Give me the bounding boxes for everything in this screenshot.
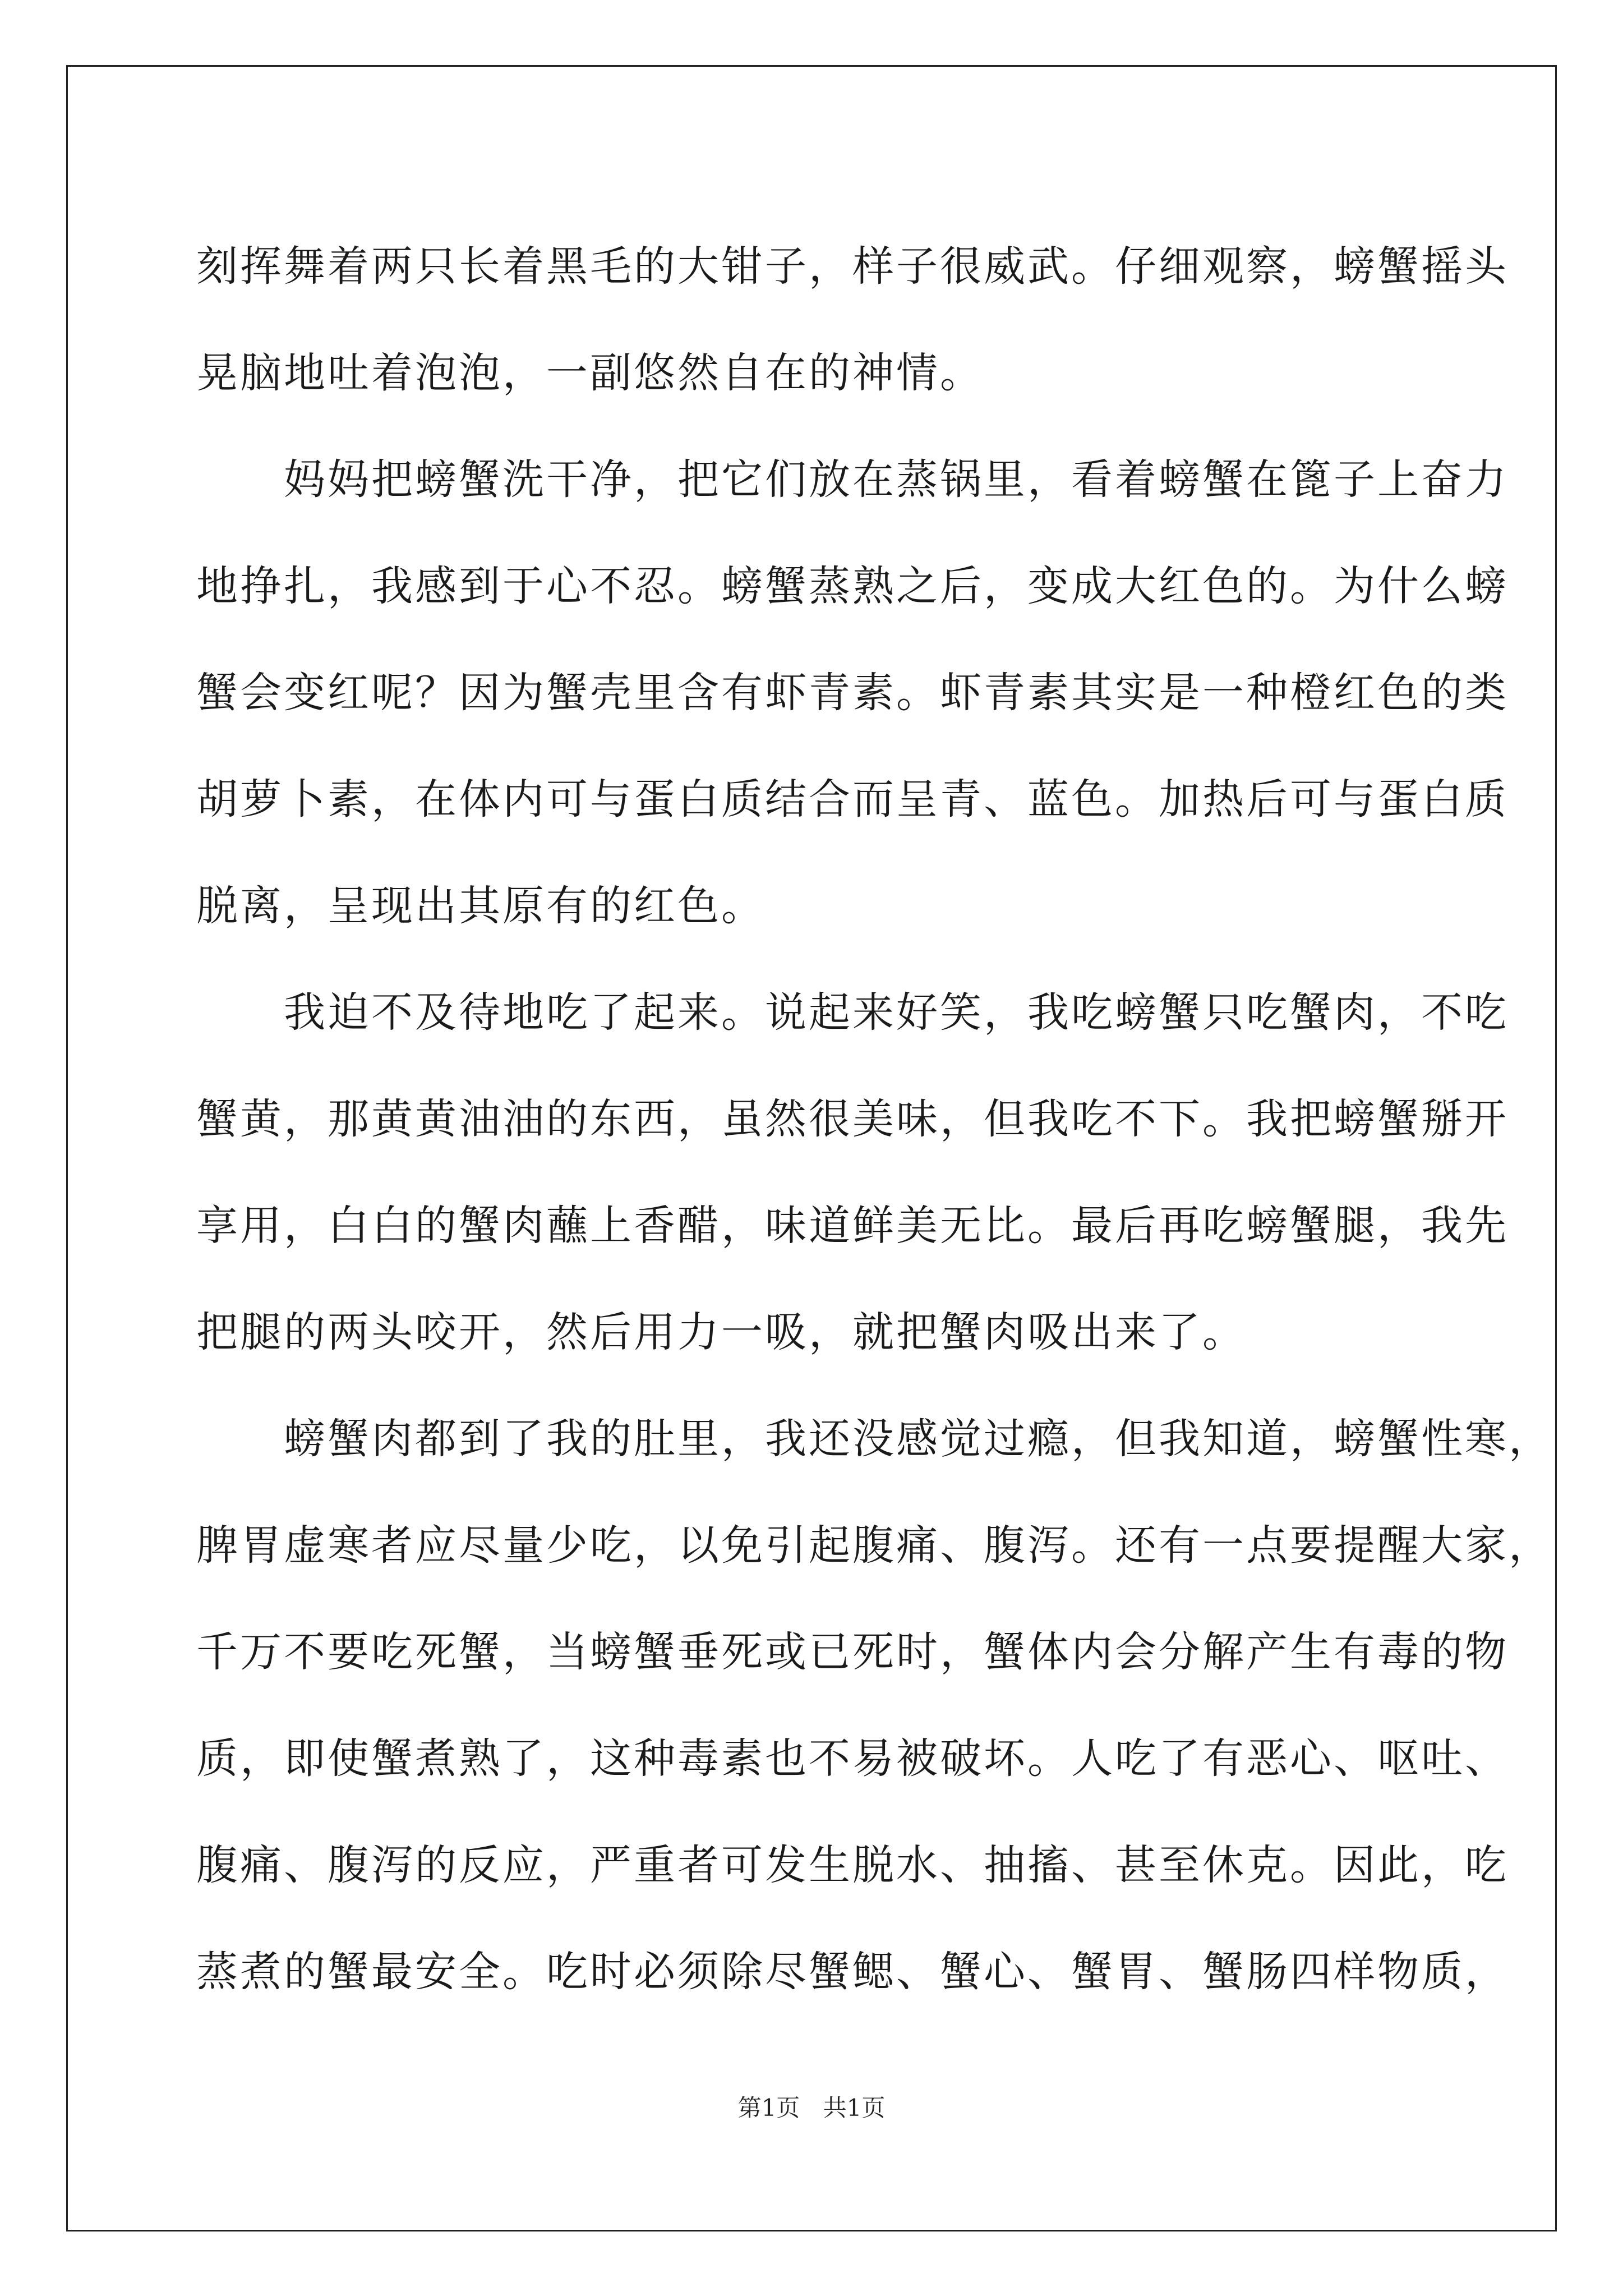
text-line: 把腿的两头咬开，然后用力一吸，就把蟹肉吸出来了。 <box>196 1308 1246 1356</box>
text-line: 蟹黄，那黄黄油油的东西，虽然很美味，但我吃不下。我把螃蟹掰开 <box>196 1095 1509 1143</box>
text-line: 腹痛、腹泻的反应，严重者可发生脱水、抽搐、甚至休克。因此，吃 <box>196 1841 1509 1889</box>
page-footer <box>0 2090 1623 2123</box>
text-line: 脾胃虚寒者应尽量少吃，以免引起腹痛、腹泻。还有一点要提醒大家， <box>196 1521 1552 1570</box>
text-line: 享用，白白的蟹肉蘸上香醋，味道鲜美无比。最后再吃螃蟹腿，我先 <box>196 1202 1509 1250</box>
text-line: 蒸煮的蟹最安全。吃时必须除尽蟹鳃、蟹心、蟹胃、蟹肠四样物质， <box>196 1948 1509 1996</box>
text-line: 地挣扎，我感到于心不忍。螃蟹蒸熟之后，变成大红色的。为什么螃 <box>196 562 1509 610</box>
text-line: 脱离，呈现出其原有的红色。 <box>196 882 765 930</box>
text-line: 晃脑地吐着泡泡，一副悠然自在的神情。 <box>196 349 984 397</box>
text-line: 我迫不及待地吃了起来。说起来好笑，我吃螃蟹只吃蟹肉，不吃 <box>196 988 1509 1037</box>
text-line: 胡萝卜素，在体内可与蛋白质结合而呈青、蓝色。加热后可与蛋白质 <box>196 775 1509 823</box>
document-body <box>196 213 1552 2025</box>
text-line: 千万不要吃死蟹，当螃蟹垂死或已死时，蟹体内会分解产生有毒的物 <box>196 1628 1509 1676</box>
page-total: 共1页 <box>823 2094 886 2122</box>
text-line: 螃蟹肉都到了我的肚里，我还没感觉过瘾，但我知道，螃蟹性寒， <box>196 1415 1552 1463</box>
text-line: 质，即使蟹煮熟了，这种毒素也不易被破坏。人吃了有恶心、呕吐、 <box>196 1734 1509 1783</box>
paragraph <box>196 213 1509 426</box>
text-line: 妈妈把螃蟹洗干净，把它们放在蒸锅里，看着螃蟹在篦子上奋力 <box>196 455 1509 504</box>
text-line: 刻挥舞着两只长着黑毛的大钳子，样子很威武。仔细观察，螃蟹摇头 <box>196 242 1509 291</box>
paragraph <box>196 959 1509 1386</box>
page-number: 第1页 <box>737 2094 800 2122</box>
text-line: 蟹会变红呢？因为蟹壳里含有虾青素。虾青素其实是一种橙红色的类 <box>196 669 1509 717</box>
paragraph <box>196 1386 1552 2025</box>
paragraph <box>196 426 1509 959</box>
